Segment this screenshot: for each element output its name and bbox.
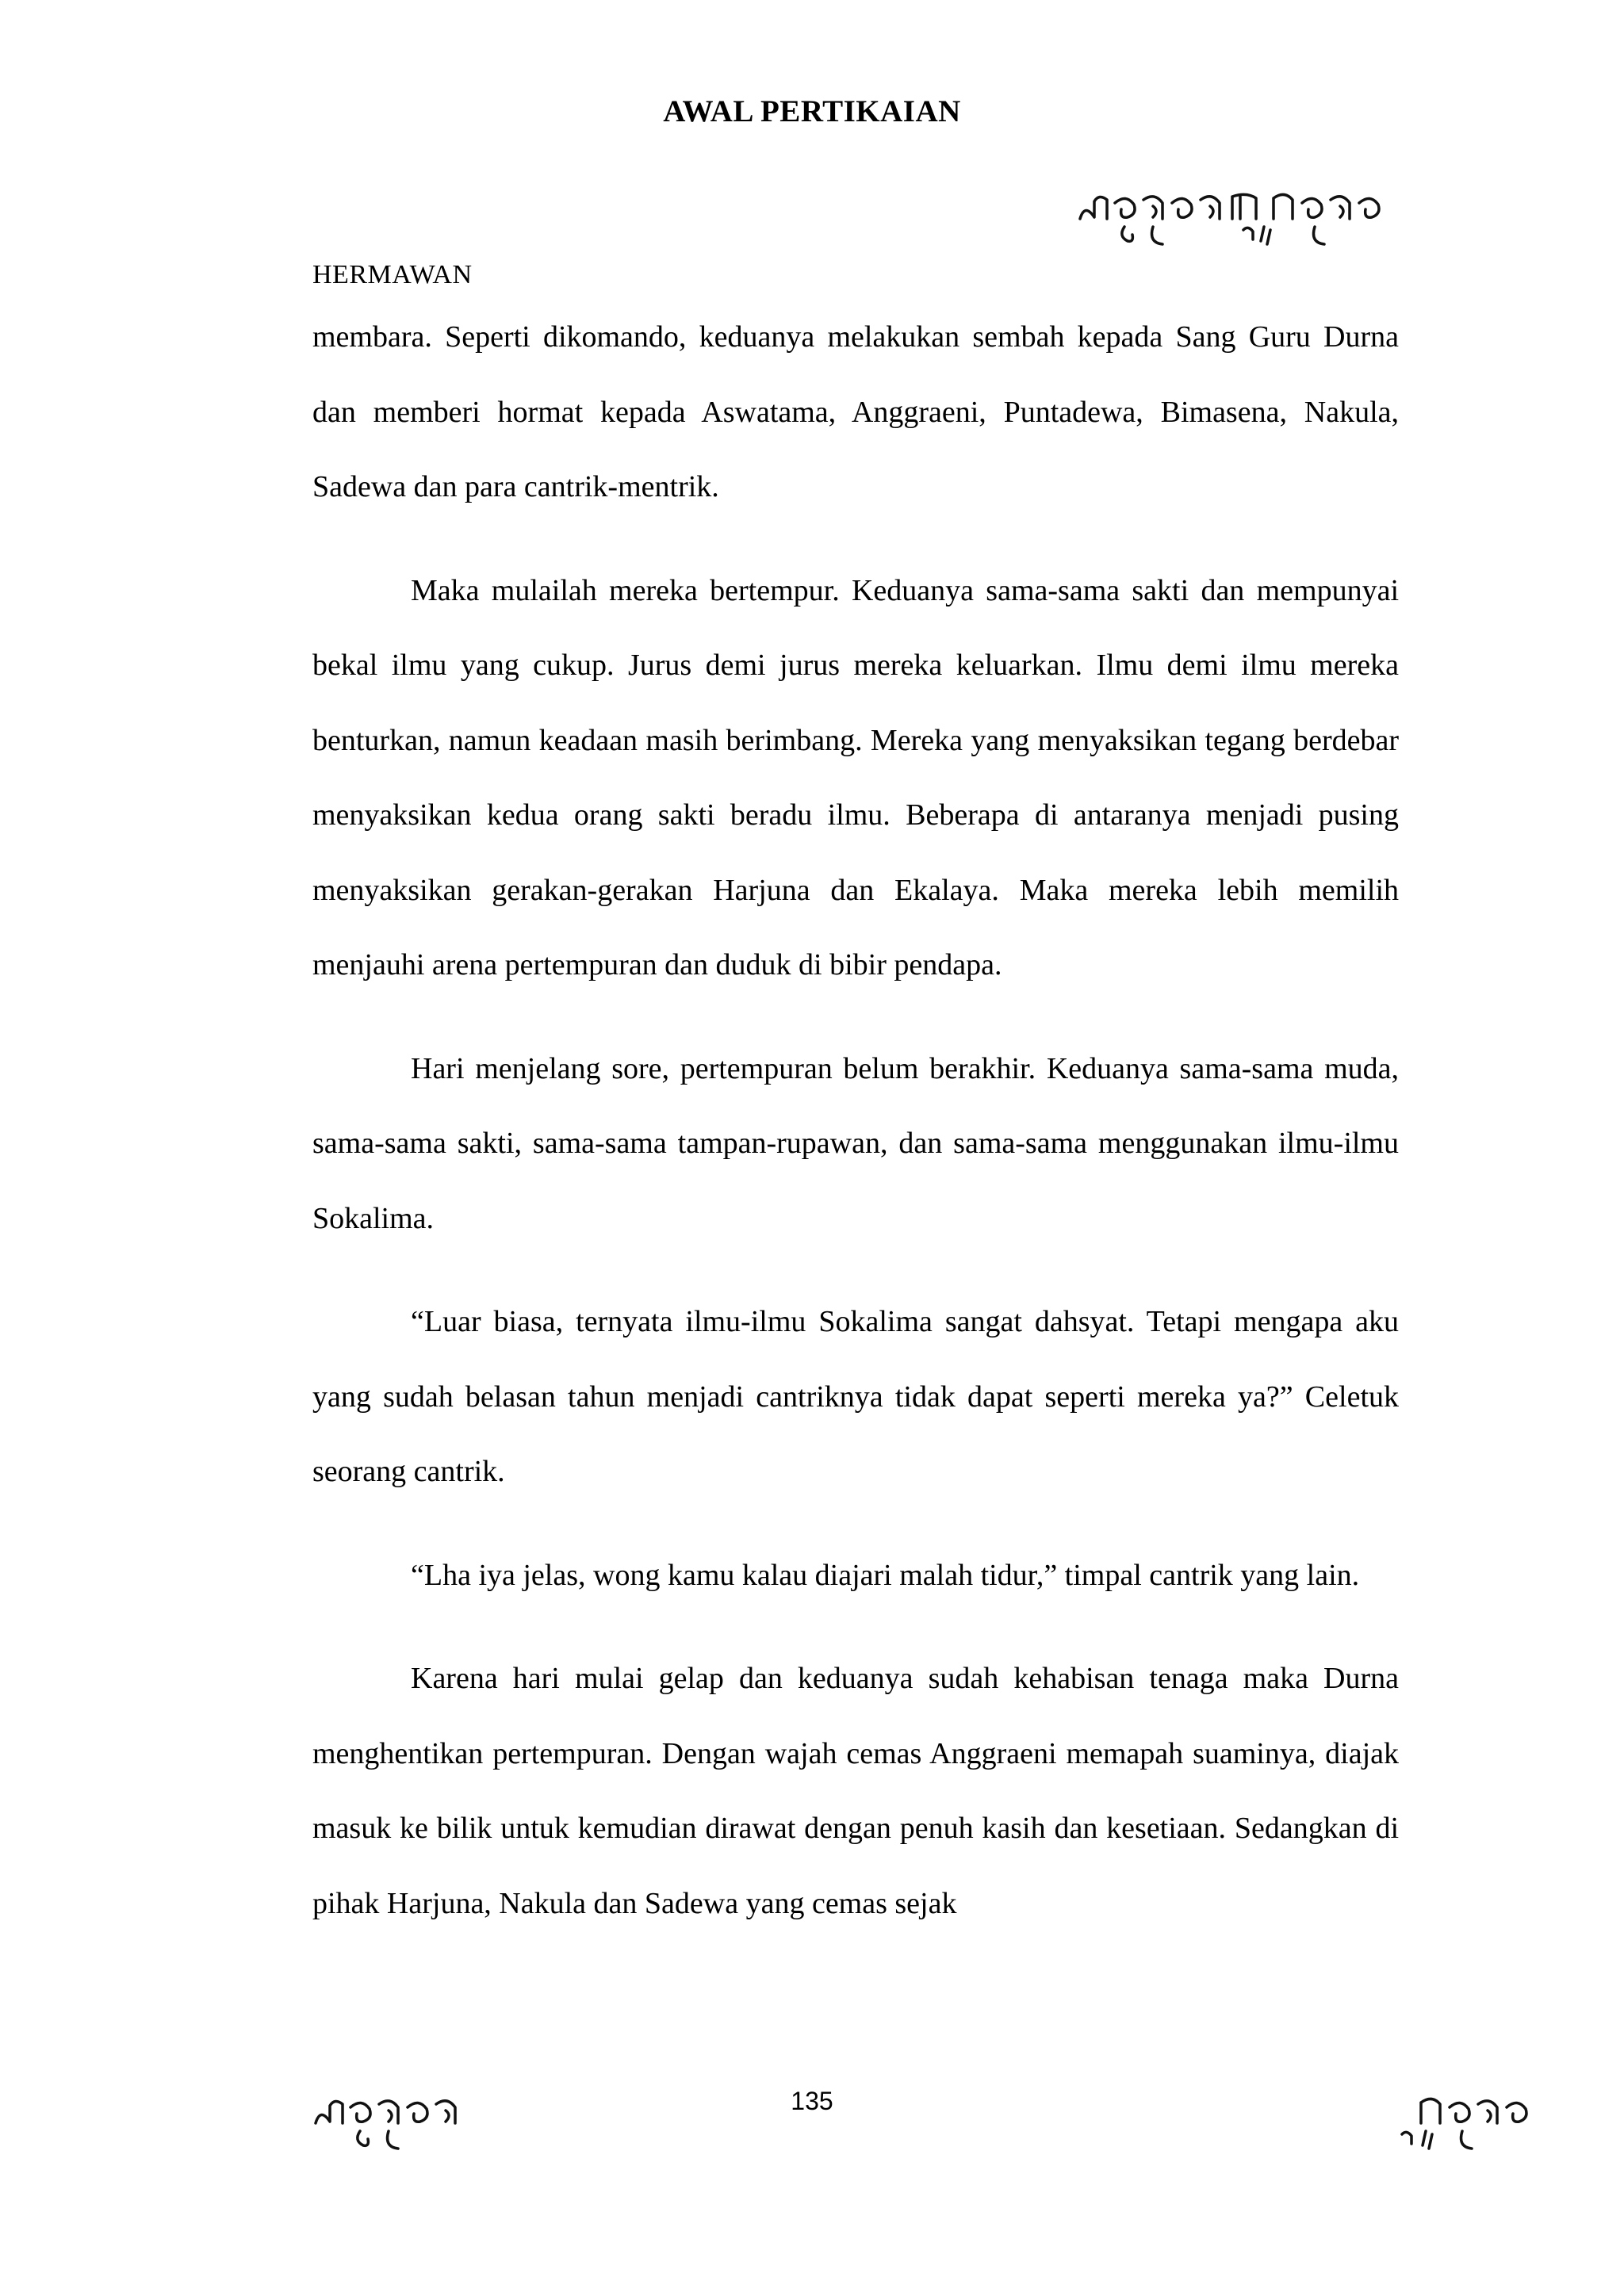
page-number: 135 [791,2087,833,2115]
author-name: HERMAWAN [312,260,473,289]
body-text [312,300,1399,1969]
javanese-script-footer-left-icon [312,2091,495,2155]
paragraph: Karena hari mulai gelap dan keduanya sudah kehabisan tenaga maka Durna menghentikan pertempuran. Dengan wajah cemas Anggraeni memapah suaminya, diajak masuk ke bilik untuk kemudian dirawat dengan penuh kasih dan kesetiaan. Sedangkan di pihak Harjuna, Nakula dan Sadewa yang cemas sejak [312,1662,1399,1920]
paragraph: “Luar biasa, ternyata ilmu-ilmu Sokalima sangat dahsyat. Tetapi mengapa aku yang sudah belasan tahun menjadi cantriknya tidak dapat seperti mereka ya?” Celetuk seorang cantrik. [312,1305,1399,1488]
chapter-title: AWAL PERTIKAIAN [663,94,961,128]
paragraph: membara. Seperti dikomando, keduanya melakukan sembah kepada Sang Guru Durna dan memberi hormat kepada Aswatama, Anggraeni, Puntadewa, Bimasena, Nakula, Sadewa dan para cantrik-mentrik. [312,320,1399,503]
paragraph: Hari menjelang sore, pertempuran belum berakhir. Keduanya sama-sama muda, sama-sama sakti, sama-sama tampan-rupawan, dan sama-sama menggunakan ilmu-ilmu Sokalima. [312,1051,1399,1235]
javanese-script-header-icon [1077,187,1402,251]
paragraph: “Lha iya jelas, wong kamu kalau diajari malah tidur,” timpal cantrik yang lain. [411,1558,1360,1592]
javanese-script-footer-right-icon [1397,2091,1556,2155]
paragraph: Maka mulailah mereka bertempur. Keduanya sama-sama sakti dan mempunyai bekal ilmu yang cukup. Jurus demi jurus mereka keluarkan. Ilmu demi ilmu mereka benturkan, namun keadaan masih berimbang. Mereka yang menyaksikan tegang berdebar menyaksikan kedua orang sakti beradu ilmu. Beberapa di antaranya menjadi pusing menyaksikan gerakan-gerakan Harjuna dan Ekalaya. Maka mereka lebih memilih menjauhi arena pertempuran dan duduk di bibir pendapa. [312,573,1399,982]
